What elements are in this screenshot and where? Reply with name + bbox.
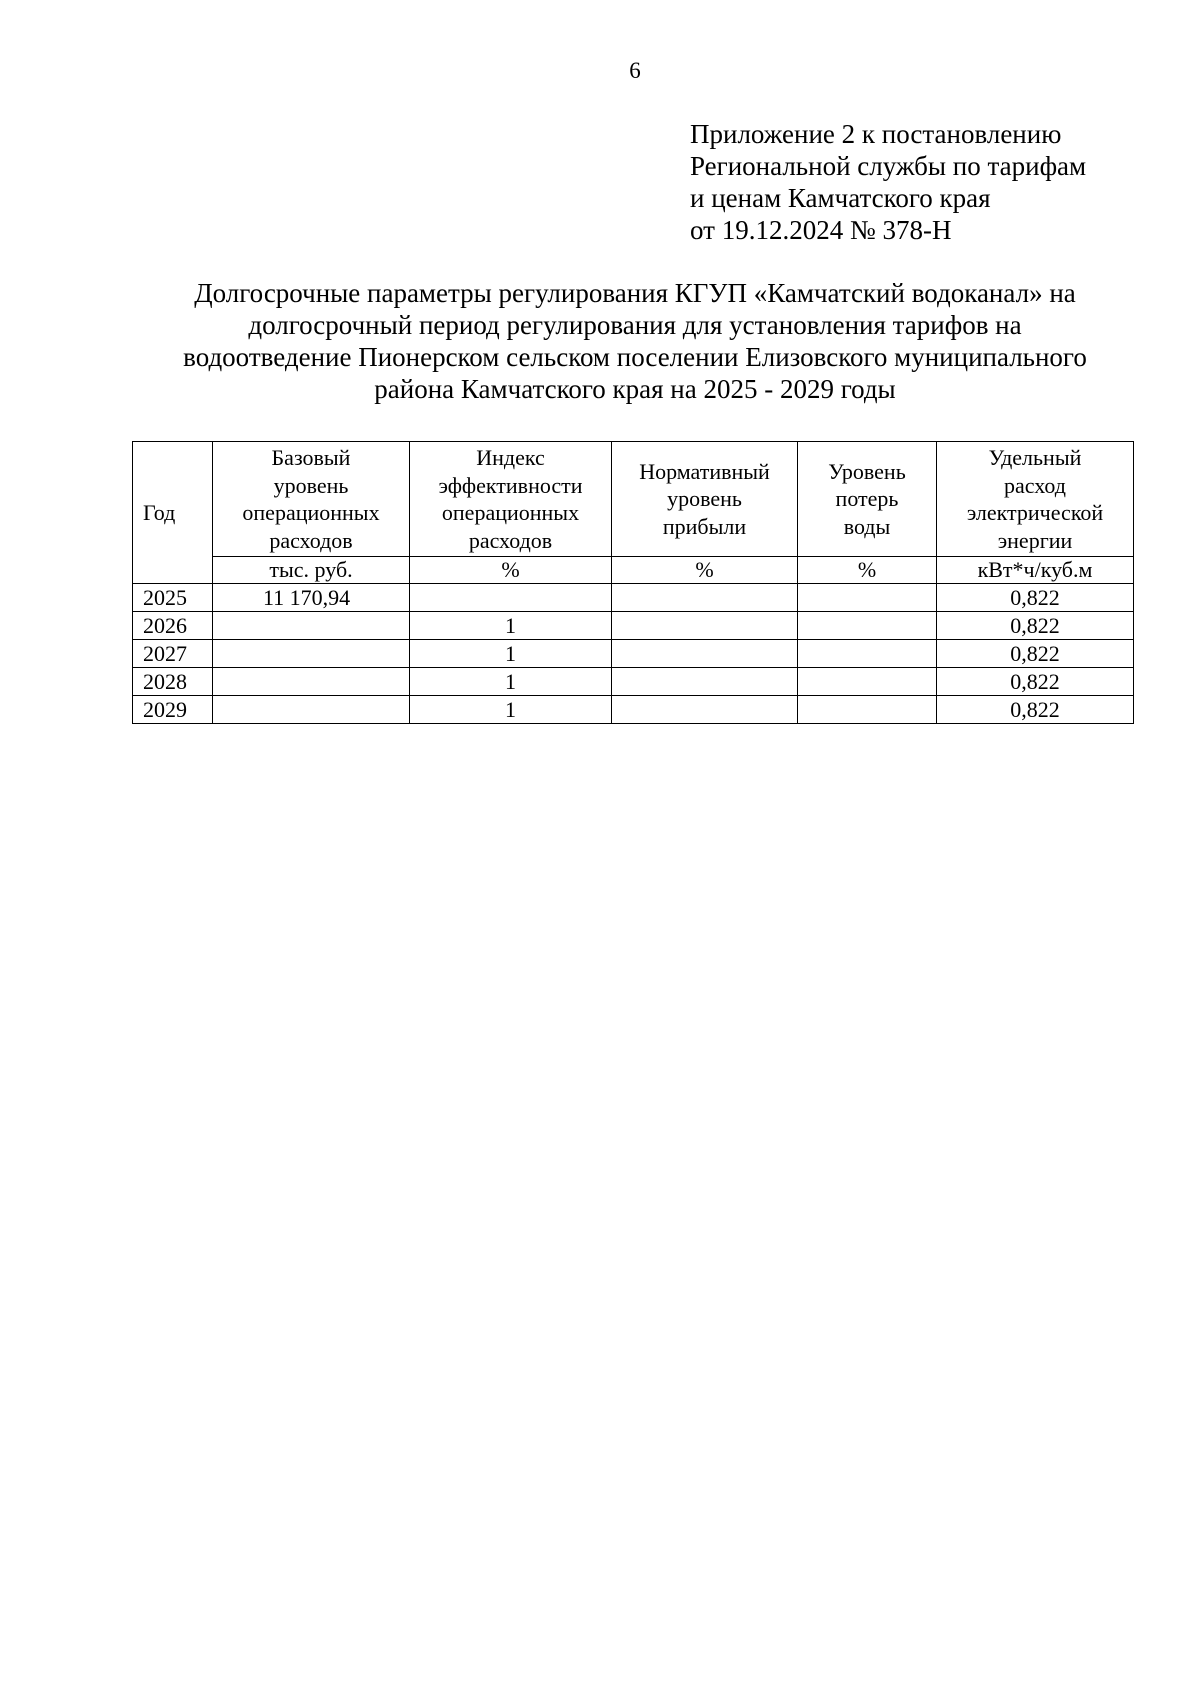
appendix-line: Региональной службы по тарифам <box>690 151 1087 181</box>
table-header-row <box>133 442 1134 557</box>
parameters-table <box>132 441 1134 724</box>
header-line: Индекс <box>476 445 545 470</box>
header-profit-level <box>612 442 798 557</box>
header-line: Уровень <box>828 458 906 484</box>
header-base-level <box>213 442 410 557</box>
cell-profit-level <box>612 640 798 668</box>
cell-year: 2026 <box>133 612 213 640</box>
table-row <box>133 640 1134 668</box>
unit-energy-consumption: кВт*ч/куб.м <box>937 557 1134 584</box>
page-number: 6 <box>629 58 641 83</box>
header-efficiency-index <box>410 442 612 557</box>
table-row <box>133 612 1134 640</box>
cell-profit-level <box>612 612 798 640</box>
header-line: Базовый <box>271 445 351 470</box>
cell-water-loss <box>798 612 937 640</box>
cell-profit-level <box>612 668 798 696</box>
cell-water-loss <box>798 640 937 668</box>
cell-water-loss <box>798 668 937 696</box>
header-line: расходов <box>269 527 353 553</box>
cell-efficiency-index: 1 <box>410 612 612 640</box>
table-row <box>133 696 1134 724</box>
header-line: операционных <box>242 500 380 525</box>
appendix-line: и ценам Камчатского края <box>690 183 991 213</box>
cell-base-level <box>213 696 410 724</box>
document-title <box>140 277 1130 405</box>
title-line: водоотведение Пионерском сельском поселении Елизовского муниципального <box>183 342 1087 372</box>
cell-water-loss <box>798 696 937 724</box>
cell-base-level <box>213 668 410 696</box>
cell-year: 2029 <box>133 696 213 724</box>
appendix-line: от 19.12.2024 № 378-Н <box>690 215 952 245</box>
title-line: района Камчатского края на 2025 - 2029 годы <box>374 374 896 404</box>
cell-water-loss <box>798 584 937 612</box>
header-line: эффективности <box>438 472 583 498</box>
header-line: Удельный <box>988 445 1082 470</box>
cell-year: 2028 <box>133 668 213 696</box>
cell-efficiency-index: 1 <box>410 640 612 668</box>
header-water-loss <box>798 442 937 557</box>
title-line: Долгосрочные параметры регулирования КГУП «Камчатский водоканал» на <box>194 278 1076 308</box>
header-line: расходов <box>468 527 553 553</box>
header-line: расход <box>1004 472 1066 498</box>
table-row <box>133 584 1134 612</box>
appendix-line: Приложение 2 к постановлению <box>690 119 1062 149</box>
header-line: уровень <box>273 472 349 498</box>
cell-energy-consumption: 0,822 <box>937 612 1134 640</box>
title-line: долгосрочный период регулирования для установления тарифов на <box>248 310 1022 340</box>
header-line: электрической <box>966 500 1104 525</box>
header-line: энергии <box>997 527 1073 553</box>
header-line: Нормативный <box>639 458 770 484</box>
cell-energy-consumption: 0,822 <box>937 584 1134 612</box>
cell-base-level <box>213 640 410 668</box>
unit-water-loss: % <box>798 557 937 584</box>
cell-efficiency-index: 1 <box>410 668 612 696</box>
appendix-block <box>690 118 1086 246</box>
cell-energy-consumption: 0,822 <box>937 668 1134 696</box>
cell-profit-level <box>612 584 798 612</box>
header-line: воды <box>843 513 891 539</box>
table-row <box>133 668 1134 696</box>
header-energy-consumption <box>937 442 1134 557</box>
cell-profit-level <box>612 696 798 724</box>
header-line: уровень <box>667 486 742 512</box>
header-year: Год <box>133 442 213 584</box>
unit-profit-level: % <box>612 557 798 584</box>
cell-base-level <box>213 612 410 640</box>
cell-year: 2025 <box>133 584 213 612</box>
unit-efficiency-index: % <box>410 557 612 584</box>
cell-energy-consumption: 0,822 <box>937 696 1134 724</box>
cell-year: 2027 <box>133 640 213 668</box>
table-units-row <box>133 557 1134 584</box>
unit-base-level: тыс. руб. <box>213 557 410 584</box>
cell-energy-consumption: 0,822 <box>937 640 1134 668</box>
cell-efficiency-index <box>410 584 612 612</box>
cell-efficiency-index: 1 <box>410 696 612 724</box>
cell-base-level: 11 170,94 <box>213 584 410 612</box>
header-line: прибыли <box>662 513 747 539</box>
header-line: операционных <box>441 500 580 525</box>
header-line: потерь <box>835 486 899 512</box>
